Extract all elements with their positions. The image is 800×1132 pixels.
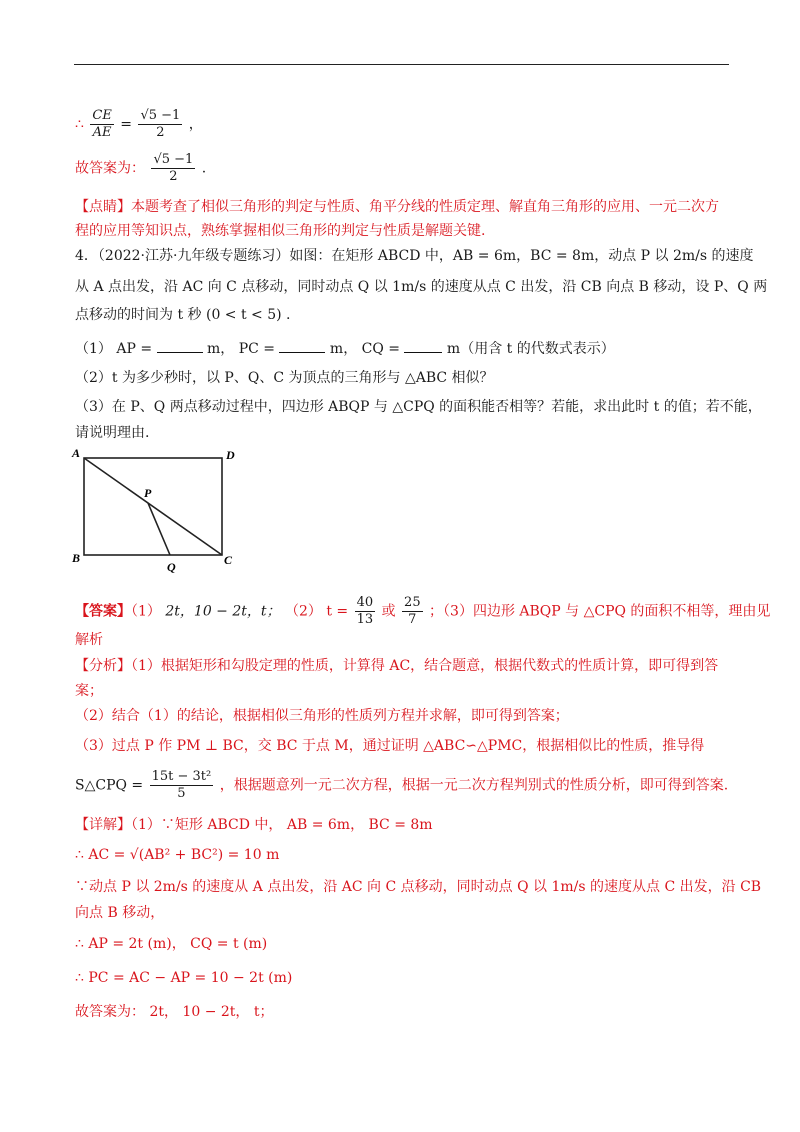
label-p: P [144, 486, 152, 500]
blank-cq [404, 340, 442, 353]
diagonal-ac [84, 458, 222, 555]
sub1-part-a: （1） AP = [75, 341, 157, 357]
frac-num: 15t − 3t² [151, 769, 212, 784]
answer-part-3: ；（3）四边形 ABQP 与 △CPQ 的面积不相等，理由见 [429, 603, 771, 620]
analysis-line-5 [75, 769, 728, 802]
frac-num: 40 [356, 595, 374, 610]
dianjing-line-2: 程的应用等知识点，熟练掌握相似三角形的判定与性质是解题关键. [75, 223, 486, 239]
fraction-40-13 [355, 595, 376, 628]
header-rule [74, 64, 729, 65]
sub1-part-b: m， PC = [202, 341, 280, 357]
answer-part-1: （1） [131, 603, 161, 620]
frac-num: CE [92, 108, 112, 123]
question-4-sub-2: （2）t 为多少秒时，以 P、Q、C 为顶点的三角形与 △ABC 相似？ [75, 370, 494, 386]
blank-ap [157, 340, 203, 353]
frac-num: √5 −1 [140, 108, 181, 123]
equals-sign: = [120, 116, 132, 133]
answer-part-2: （2） t = [284, 603, 349, 620]
detail-line-2: ∴ AC = √(AB² + BC²) = 10 m [75, 847, 280, 863]
analysis-line-2: 案； [75, 683, 103, 699]
question-4-sub-3: （3）在 P、Q 两点移动过程中，四边形 ABQP 与 △CPQ 的面积能否相等？若能，求出此时 t 的值；若不能， [75, 399, 762, 415]
question-4-line-1: 4．（2022·江苏·九年级专题练习）如图：在矩形 ABCD 中，AB = 6m，BC = 8m，动点 P 以 2m/s 的速度 [75, 248, 754, 264]
question-4-line-3: 点移动的时间为 t 秒 (0 < t < 5) . [75, 307, 291, 323]
label-a: A [72, 446, 81, 460]
fraction-area [150, 769, 214, 802]
detail-line-5: ∴ AP = 2t (m)， CQ = t (m) [75, 936, 268, 952]
period: . [201, 160, 207, 177]
detail-line-1: 【详解】（1）∵矩形 ABCD 中， AB = 6m， BC = 8m [75, 817, 433, 833]
answer-tag: 【答案】 [75, 603, 131, 620]
label-d: D [226, 448, 235, 462]
fraction-sqrt5 [138, 108, 182, 141]
comma: ， [188, 116, 203, 133]
question-4-sub-3b: 请说明理由. [75, 425, 150, 441]
answer-values-1: 2t，10 − 2t，t； [165, 603, 281, 620]
analysis-line-3: （2）结合（1）的结论，根据相似三角形的性质列方程并求解，即可得到答案； [75, 708, 569, 724]
label-q: Q [167, 560, 176, 574]
sub1-part-d: m（用含 t 的代数式表示） [442, 341, 615, 357]
fraction-25-7 [402, 595, 423, 628]
conclusion-line [75, 108, 203, 141]
analysis-line-1: 【分析】（1）根据矩形和勾股定理的性质，计算得 AC，结合题意，根据代数式的性质计算，即可得到答 [75, 658, 719, 674]
frac-den: 2 [156, 125, 165, 140]
dianjing-line-1: 【点睛】本题考查了相似三角形的判定与性质、角平分线的性质定理、解直角三角形的应用、一元二次方 [75, 199, 719, 215]
therefore-symbol: ∴ [75, 116, 84, 133]
detail-line-3: ∵动点 P 以 2m/s 的速度从 A 点出发，沿 AC 向 C 点移动，同时动点 Q 以 1m/s 的速度从点 C 出发，沿 CB [75, 879, 762, 895]
detail-line-7: 故答案为： 2t， 10 − 2t， t； [75, 1004, 274, 1020]
question-4-sub-1 [75, 339, 615, 359]
fraction-ce-ae [90, 108, 113, 141]
frac-den: AE [92, 125, 112, 140]
question-4-line-2: 从 A 点出发，沿 AC 向 C 点移动，同时动点 Q 以 1m/s 的速度从点 C 出发，沿 CB 向点 B 移动，设 P、Q 两 [75, 279, 768, 295]
fraction-sqrt5 [151, 152, 195, 185]
frac-den: 7 [408, 612, 417, 627]
area-symbol: S△CPQ = [75, 777, 144, 794]
answer-continuation: 解析 [75, 632, 103, 648]
frac-den: 2 [169, 169, 178, 184]
detail-line-6: ∴ PC = AC − AP = 10 − 2t (m) [75, 970, 293, 986]
analysis-line-5-text: ，根据题意列一元二次方程，根据一元二次方程判别式的性质分析，即可得到答案. [219, 777, 729, 794]
or-word: 或 [381, 603, 396, 620]
frac-den: 5 [177, 786, 186, 801]
rectangle-figure [70, 444, 250, 574]
detail-line-4: 向点 B 移动， [75, 905, 165, 921]
sub1-part-c: m， CQ = [325, 341, 405, 357]
frac-den: 13 [356, 612, 374, 627]
answer-label: 故答案为： [75, 160, 145, 177]
answer-block [75, 595, 770, 628]
frac-num: √5 −1 [153, 152, 194, 167]
frac-num: 25 [404, 595, 421, 610]
answer-line [75, 152, 206, 185]
blank-pc [279, 340, 325, 353]
label-c: C [224, 553, 233, 567]
label-b: B [72, 551, 81, 565]
analysis-line-4: （3）过点 P 作 PM ⊥ BC，交 BC 于点 M，通过证明 △ABC∽△PMC，根据相似比的性质，推导得 [75, 738, 705, 754]
